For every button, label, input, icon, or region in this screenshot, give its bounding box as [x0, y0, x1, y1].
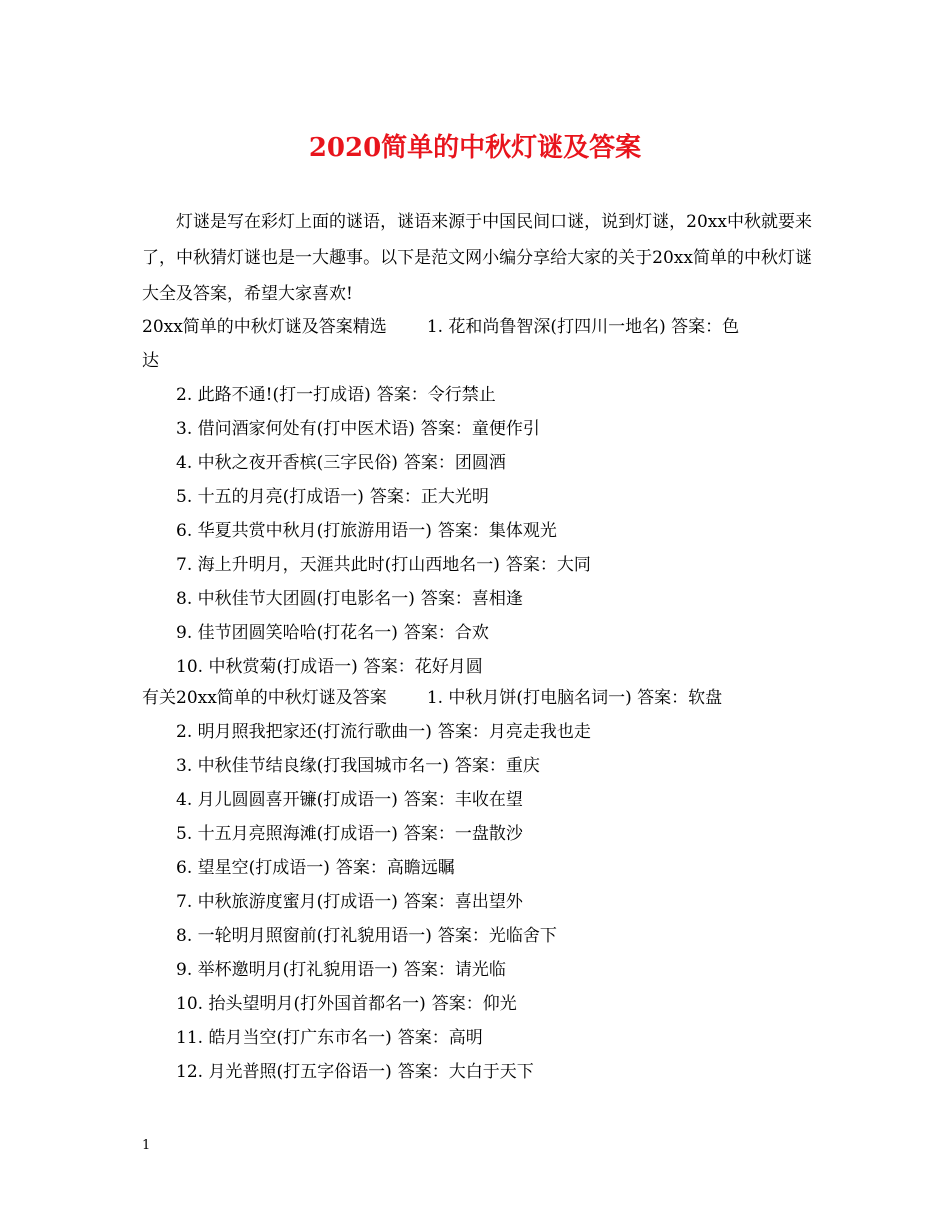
riddle-item	[142, 783, 812, 817]
riddle-answer: 大同	[556, 555, 591, 575]
riddle-question: 7. 海上升明月，天涯共此时(打山西地名一)	[176, 555, 500, 575]
riddle-question: 2. 此路不通!(打一打成语)	[176, 385, 371, 405]
riddle-item	[142, 885, 812, 919]
riddle-question: 11. 皓月当空(打广东市名一)	[176, 1028, 392, 1048]
intro-text: 灯谜是写在彩灯上面的谜语，谜语来源于中国民间口谜，说到灯谜，20xx中秋就要来了，中秋猜灯谜也是一大趣事。以下是范文网小编分享给大家的关于20xx简单的中秋灯谜大全及答案，希望大家喜欢!	[142, 212, 812, 304]
riddle-question: 4. 月儿圆圆喜开镰(打成语一)	[176, 790, 398, 810]
riddle-item	[142, 412, 812, 446]
riddle-item-first: 1. 中秋月饼(打电脑名词一) 答案：软盘	[426, 688, 723, 708]
section-heading: 有关20xx简单的中秋灯谜及答案	[142, 688, 387, 708]
riddle-question: 8. 一轮明月照窗前(打礼貌用语一)	[176, 926, 432, 946]
answer-label: 答案：	[505, 555, 557, 575]
riddle-answer: 花好月圆	[414, 657, 483, 677]
riddle-answer: 高明	[448, 1028, 483, 1048]
section-heading: 20xx简单的中秋灯谜及答案精选	[142, 317, 387, 337]
riddle-item-first: 1. 花和尚鲁智深(打四川一地名) 答案：色	[426, 317, 740, 337]
answer-label: 答案：	[403, 790, 455, 810]
riddle-answer: 光临舍下	[488, 926, 557, 946]
riddle-answer: 一盘散沙	[454, 824, 523, 844]
answer-label: 答案：	[437, 521, 489, 541]
riddle-question: 6. 望星空(打成语一)	[176, 858, 330, 878]
riddle-question: 4. 中秋之夜开香槟(三字民俗)	[176, 453, 398, 473]
riddle-item	[142, 749, 812, 783]
riddle-answer: 丰收在望	[454, 790, 523, 810]
answer-label: 答案：	[454, 756, 506, 776]
riddle-answer: 合欢	[454, 623, 489, 643]
riddle-section-1	[142, 310, 812, 684]
riddle-question: 6. 华夏共赏中秋月(打旅游用语一)	[176, 521, 432, 541]
riddle-item	[142, 1055, 812, 1089]
answer-label: 答案：	[431, 994, 483, 1014]
riddle-item	[142, 953, 812, 987]
riddle-item	[142, 514, 812, 548]
answer-label: 答案：	[437, 722, 489, 742]
riddle-item	[142, 817, 812, 851]
riddle-item	[142, 446, 812, 480]
riddle-item	[142, 919, 812, 953]
riddle-item	[142, 1021, 812, 1055]
riddle-answer: 童便作引	[471, 419, 540, 439]
riddle-answer: 仰光	[482, 994, 517, 1014]
section-heading-line	[142, 310, 812, 344]
riddle-question: 9. 举杯邀明月(打礼貌用语一)	[176, 960, 398, 980]
riddle-question: 10. 中秋赏菊(打成语一)	[176, 657, 358, 677]
riddle-item	[142, 378, 812, 412]
riddle-question: 8. 中秋佳节大团圆(打电影名一)	[176, 589, 415, 609]
riddle-question: 5. 十五的月亮(打成语一)	[176, 487, 364, 507]
answer-label: 答案：	[420, 419, 472, 439]
riddle-question: 7. 中秋旅游度蜜月(打成语一)	[176, 892, 398, 912]
answer-label: 答案：	[369, 487, 421, 507]
riddle-item	[142, 548, 812, 582]
riddle-answer: 正大光明	[420, 487, 489, 507]
answer-label: 答案：	[397, 1028, 449, 1048]
answer-label: 答案：	[437, 926, 489, 946]
riddle-question: 3. 中秋佳节结良缘(打我国城市名一)	[176, 756, 449, 776]
riddle-item	[142, 715, 812, 749]
answer-label: 答案：	[397, 1062, 449, 1082]
intro-paragraph	[142, 204, 812, 312]
answer-label: 答案：	[420, 589, 472, 609]
answer-label: 答案：	[403, 453, 455, 473]
riddle-answer: 令行禁止	[427, 385, 496, 405]
riddle-answer: 高瞻远瞩	[386, 858, 455, 878]
riddle-question: 5. 十五月亮照海滩(打成语一)	[176, 824, 398, 844]
section-heading-line	[142, 681, 812, 715]
riddle-question: 9. 佳节团圆笑哈哈(打花名一)	[176, 623, 398, 643]
riddle-answer: 重庆	[505, 756, 540, 776]
riddle-item	[142, 650, 812, 684]
answer-label: 答案：	[363, 657, 415, 677]
riddle-answer: 喜相逢	[471, 589, 523, 609]
riddle-question: 12. 月光普照(打五字俗语一)	[176, 1062, 392, 1082]
riddle-answer: 集体观光	[488, 521, 557, 541]
riddle-answer: 大白于天下	[448, 1062, 534, 1082]
answer-label: 答案：	[403, 623, 455, 643]
riddle-answer: 请光临	[454, 960, 506, 980]
riddle-question: 10. 抬头望明月(打外国首都名一)	[176, 994, 426, 1014]
riddle-answer: 喜出望外	[454, 892, 523, 912]
answer-label: 答案：	[335, 858, 387, 878]
riddle-answer: 月亮走我也走	[488, 722, 591, 742]
riddle-item	[142, 851, 812, 885]
riddle-section-2	[142, 681, 812, 1089]
page-title: 2020简单的中秋灯谜及答案	[308, 133, 642, 163]
riddle-item	[142, 582, 812, 616]
answer-label: 答案：	[403, 824, 455, 844]
page-number: 1	[142, 1138, 151, 1153]
riddle-item	[142, 616, 812, 650]
answer-label: 答案：	[403, 892, 455, 912]
riddle-item-first-wrap: 达	[142, 351, 159, 371]
riddle-question: 2. 明月照我把家还(打流行歌曲一)	[176, 722, 432, 742]
riddle-item	[142, 480, 812, 514]
riddle-question: 3. 借问酒家何处有(打中医术语)	[176, 419, 415, 439]
riddle-item	[142, 987, 812, 1021]
riddle-answer: 团圆酒	[454, 453, 506, 473]
answer-label: 答案：	[403, 960, 455, 980]
answer-label: 答案：	[376, 385, 428, 405]
